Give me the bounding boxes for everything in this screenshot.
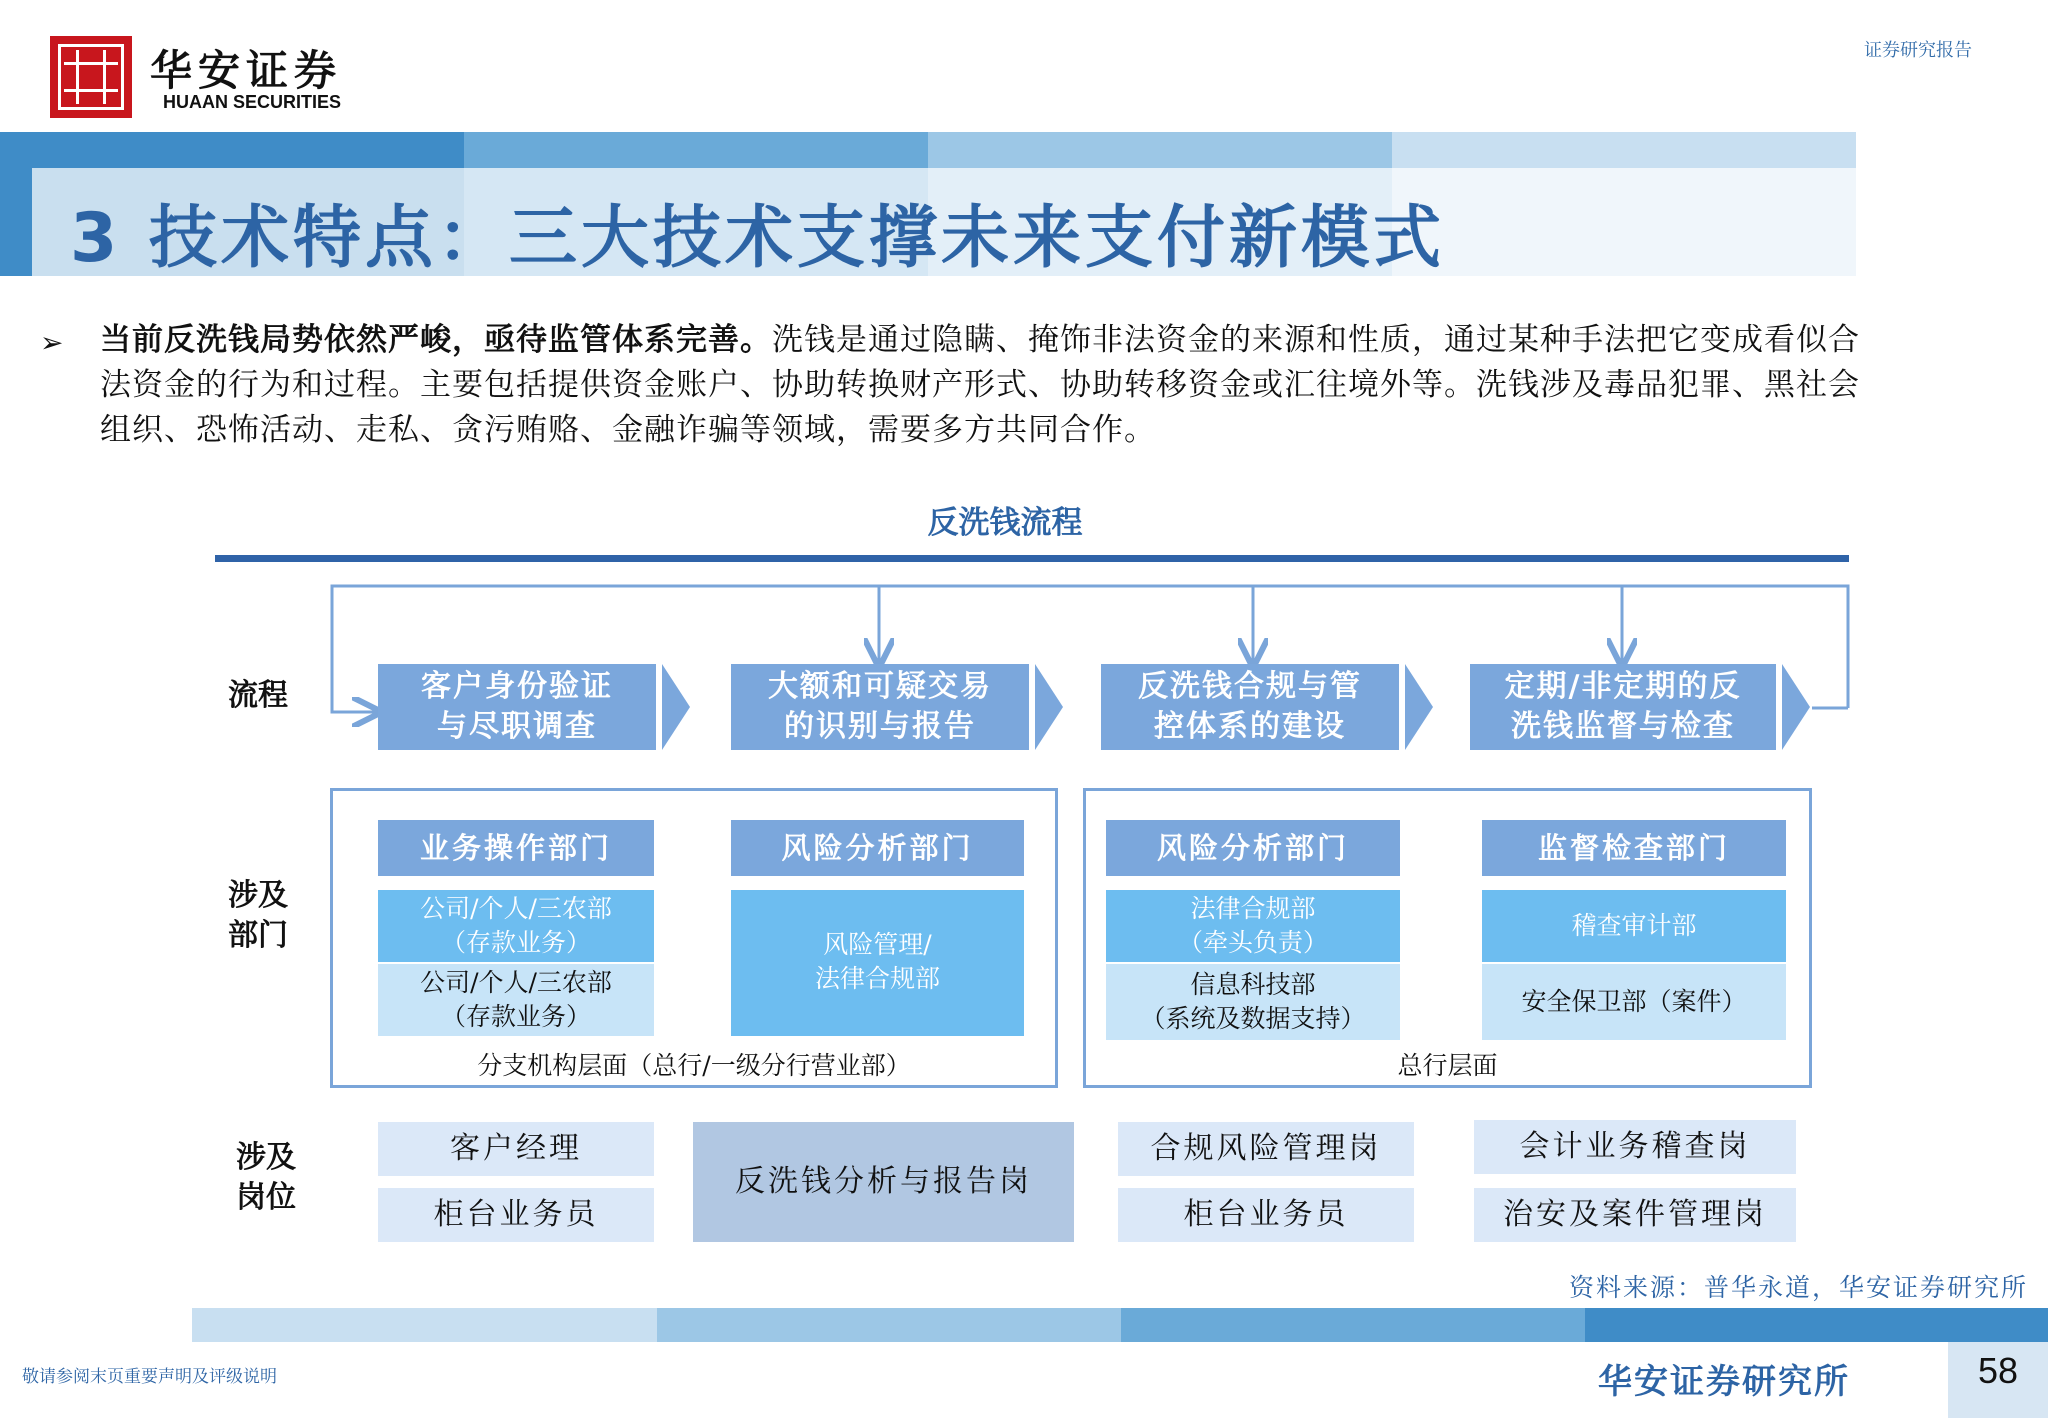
paragraph-body: 洗钱是通过隐瞒、掩饰非法资金的来源和性质，通过某种手法把它变成看似合法资金的行为和过程。主要包括提供资金账户、协助转换财产形式、协助转移资金或汇往境外等。洗钱涉及毒品犯罪、黑社会组织、恐怖活动、走私、贪污贿赂、金融诈骗等领域，需要多方共同合作。 xyxy=(100,322,1860,448)
dept-head: 监督检查部门 xyxy=(1482,820,1786,876)
step-line: 控体系的建设 xyxy=(1154,709,1346,744)
post-cell: 反洗钱分析与报告岗 xyxy=(693,1122,1074,1242)
step-line: 的识别与报告 xyxy=(784,709,976,744)
disclaimer: 敬请参阅末页重要声明及评级说明 xyxy=(22,1367,277,1387)
chevron-right-icon xyxy=(1405,664,1433,750)
step-line: 定期/非定期的反 xyxy=(1504,669,1742,704)
dept-sub: 信息科技部 （系统及数据支持） xyxy=(1106,964,1400,1040)
step-line: 与尽职调查 xyxy=(437,709,597,744)
dept-head: 业务操作部门 xyxy=(378,820,654,876)
step-line: 洗钱监督与检查 xyxy=(1511,709,1735,744)
dept-head: 风险分析部门 xyxy=(1106,820,1400,876)
dept-sub: 风险管理/ 法律合规部 xyxy=(731,890,1024,1036)
row-label-process: 流程 xyxy=(228,678,288,713)
post-cell: 柜台业务员 xyxy=(378,1188,654,1242)
frame-caption: 分支机构层面（总行/一级分行营业部） xyxy=(477,1051,911,1080)
chevron-right-icon xyxy=(1035,664,1063,750)
bullet-arrow-icon: ➢ xyxy=(40,326,64,359)
row-label-posts: 涉及 岗位 xyxy=(236,1140,296,1215)
dept-sub: 公司/个人/三农部 （存款业务） xyxy=(378,890,654,962)
dept-sub: 稽查审计部 xyxy=(1482,890,1786,962)
dept-sub: 法律合规部 （牵头负责） xyxy=(1106,890,1400,962)
footer-band-segment xyxy=(1121,1308,1585,1342)
footer-org: 华安证券研究所 xyxy=(1598,1362,1850,1402)
footer-band-segment xyxy=(1585,1308,2048,1342)
post-cell: 客户经理 xyxy=(378,1122,654,1176)
chevron-right-icon xyxy=(662,664,690,750)
post-cell: 会计业务稽查岗 xyxy=(1474,1120,1796,1174)
brand-name-cn: 华安证券 xyxy=(150,46,343,95)
source-note: 资料来源：普华永道，华安证券研究所 xyxy=(1568,1273,2028,1302)
step-line: 客户身份验证 xyxy=(421,669,613,704)
page-number: 58 xyxy=(1977,1350,2019,1391)
post-cell: 治安及案件管理岗 xyxy=(1474,1188,1796,1242)
chevron-right-icon xyxy=(1782,664,1810,750)
report-tag: 证券研究报告 xyxy=(1864,40,1972,61)
footer-band-segment xyxy=(192,1308,657,1342)
row-label-depts: 涉及 部门 xyxy=(228,878,288,953)
diagram-title: 反洗钱流程 xyxy=(927,505,1083,541)
brand-name-en: HUAAN SECURITIES xyxy=(163,92,342,112)
dept-sub: 公司/个人/三农部 （存款业务） xyxy=(378,964,654,1036)
paragraph-lead: 当前反洗钱局势依然严峻，亟待监管体系完善。 xyxy=(100,322,772,358)
step-line: 大额和可疑交易 xyxy=(768,669,992,704)
page-title: 3 技术特点：三大技术支撑未来支付新模式 xyxy=(70,199,1445,278)
footer-band-segment xyxy=(657,1308,1121,1342)
post-cell: 柜台业务员 xyxy=(1118,1188,1414,1242)
post-cell: 合规风险管理岗 xyxy=(1118,1122,1414,1176)
dept-head: 风险分析部门 xyxy=(731,820,1024,876)
step-line: 反洗钱合规与管 xyxy=(1138,669,1362,704)
dept-sub: 安全保卫部（案件） xyxy=(1482,964,1786,1040)
frame-caption: 总行层面 xyxy=(1397,1051,1498,1080)
